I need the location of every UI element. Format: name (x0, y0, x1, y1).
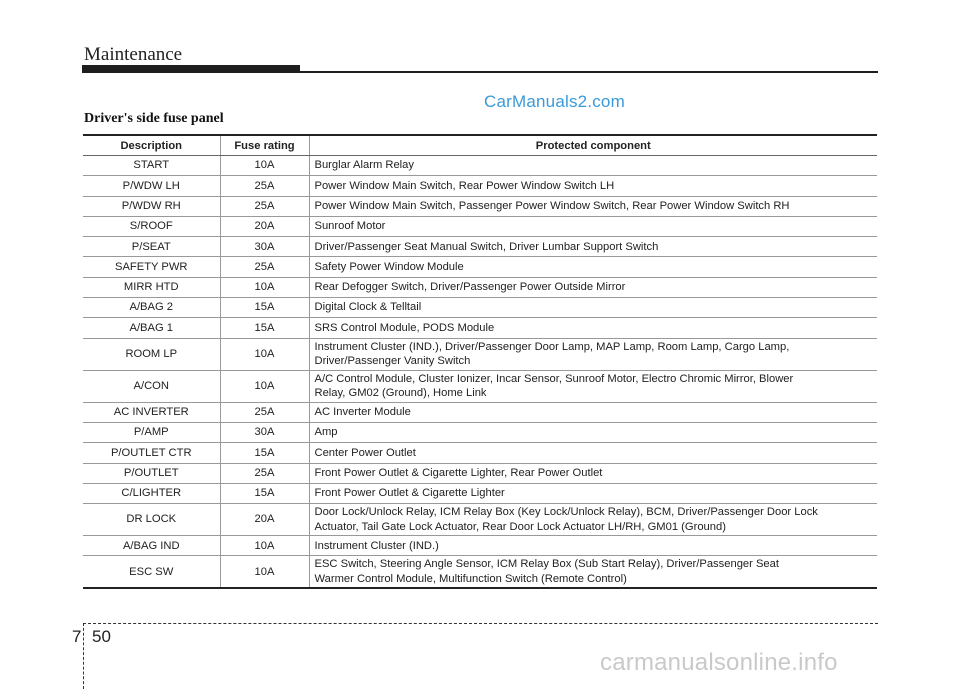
protected-component: Center Power Outlet (309, 443, 877, 463)
protected-component-line: Driver/Passenger Vanity Switch (314, 355, 471, 368)
fuse-description: AC INVERTER (83, 402, 220, 422)
protected-component: AC Inverter Module (309, 402, 877, 422)
protected-component: Sunroof Motor (309, 216, 877, 236)
fuse-description: P/OUTLET (83, 463, 220, 483)
table-row (83, 556, 877, 589)
fuse-rating: 30A (220, 237, 309, 257)
fuse-rating: 20A (220, 504, 309, 536)
fuse-description: START (83, 156, 220, 176)
table-header-row (83, 135, 877, 156)
page-number-value: 50 (92, 627, 111, 646)
fuse-description: P/AMP (83, 422, 220, 442)
header-thick-bar (82, 65, 300, 73)
protected-component (309, 338, 877, 370)
fuse-rating: 25A (220, 257, 309, 277)
table-row (83, 257, 877, 277)
fuse-rating: 15A (220, 298, 309, 318)
protected-component-line: Actuator, Tail Gate Lock Actuator, Rear Door Lock Actuator LH/RH, GM01 (Ground) (314, 520, 726, 533)
watermark-top: CarManuals2.com (484, 92, 625, 111)
table-row (83, 504, 877, 536)
protected-component-line: A/C Control Module, Cluster Ionizer, Incar Sensor, Sunroof Motor, Electro Chromic Mirror, Blower (314, 372, 794, 385)
column-header-description: Description (83, 135, 220, 156)
protected-component (309, 504, 877, 536)
table-row (83, 318, 877, 338)
fuse-rating: 10A (220, 536, 309, 556)
table-row (83, 370, 877, 402)
fuse-rating: 15A (220, 318, 309, 338)
table-row (83, 402, 877, 422)
fuse-description: P/WDW LH (83, 176, 220, 196)
fuse-rating: 25A (220, 176, 309, 196)
table-row (83, 196, 877, 216)
fuse-rating: 10A (220, 277, 309, 297)
table-row (83, 277, 877, 297)
protected-component-line: Relay, GM02 (Ground), Home Link (314, 387, 487, 400)
fuse-description: S/ROOF (83, 216, 220, 236)
protected-component-line: Instrument Cluster (IND.), Driver/Passenger Door Lamp, MAP Lamp, Room Lamp, Cargo Lamp, (314, 340, 790, 353)
protected-component: Driver/Passenger Seat Manual Switch, Driver Lumbar Support Switch (309, 237, 877, 257)
fuse-rating: 10A (220, 338, 309, 370)
fuse-rating: 20A (220, 216, 309, 236)
page-number (72, 627, 111, 647)
protected-component-line: ESC Switch, Steering Angle Sensor, ICM Relay Box (Sub Start Relay), Driver/Passenger Seat (314, 558, 779, 571)
protected-component (309, 556, 877, 589)
watermark-bottom: carmanualsonline.info (600, 649, 838, 676)
table-row (83, 237, 877, 257)
fuse-rating: 30A (220, 422, 309, 442)
fuse-rating: 10A (220, 556, 309, 589)
table-row (83, 216, 877, 236)
fuse-table-body (83, 156, 877, 589)
protected-component: Amp (309, 422, 877, 442)
table-row (83, 156, 877, 176)
table-row (83, 422, 877, 442)
column-header-fuse-rating: Fuse rating (220, 135, 309, 156)
page-header-title: Maintenance (84, 44, 183, 65)
table-row (83, 338, 877, 370)
table-row (83, 483, 877, 503)
protected-component: Rear Defogger Switch, Driver/Passenger Power Outside Mirror (309, 277, 877, 297)
protected-component: Digital Clock & Telltail (309, 298, 877, 318)
protected-component: Front Power Outlet & Cigarette Lighter (309, 483, 877, 503)
table-row (83, 176, 877, 196)
chapter-number: 7 (72, 627, 82, 646)
fuse-description: SAFETY PWR (83, 257, 220, 277)
fuse-description: A/BAG 1 (83, 318, 220, 338)
table-row (83, 298, 877, 318)
fuse-description: P/OUTLET CTR (83, 443, 220, 463)
fuse-description: DR LOCK (83, 504, 220, 536)
table-row (83, 463, 877, 483)
header-rule (300, 71, 878, 73)
table-row (83, 443, 877, 463)
fuse-description: A/BAG 2 (83, 298, 220, 318)
fuse-description: P/SEAT (83, 237, 220, 257)
protected-component (309, 370, 877, 402)
column-header-protected-component: Protected component (309, 135, 877, 156)
fuse-description: MIRR HTD (83, 277, 220, 297)
fuse-rating: 15A (220, 483, 309, 503)
section-title: Driver's side fuse panel (84, 111, 224, 126)
fuse-rating: 10A (220, 370, 309, 402)
fuse-rating: 25A (220, 196, 309, 216)
protected-component: Power Window Main Switch, Rear Power Window Switch LH (309, 176, 877, 196)
protected-component: Front Power Outlet & Cigarette Lighter, Rear Power Outlet (309, 463, 877, 483)
fuse-description: A/BAG IND (83, 536, 220, 556)
fuse-description: C/LIGHTER (83, 483, 220, 503)
fuse-description: ESC SW (83, 556, 220, 589)
footer-rule (83, 623, 878, 624)
protected-component-line: Warmer Control Module, Multifunction Switch (Remote Control) (314, 572, 627, 585)
fuse-rating: 15A (220, 443, 309, 463)
fuse-description: P/WDW RH (83, 196, 220, 216)
protected-component: Instrument Cluster (IND.) (309, 536, 877, 556)
fuse-rating: 10A (220, 156, 309, 176)
protected-component: SRS Control Module, PODS Module (309, 318, 877, 338)
table-row (83, 536, 877, 556)
protected-component: Power Window Main Switch, Passenger Power Window Switch, Rear Power Window Switch RH (309, 196, 877, 216)
fuse-table (83, 134, 877, 589)
fuse-description: ROOM LP (83, 338, 220, 370)
protected-component-line: Door Lock/Unlock Relay, ICM Relay Box (Key Lock/Unlock Relay), BCM, Driver/Passenger Door Lock (314, 506, 818, 519)
fuse-rating: 25A (220, 463, 309, 483)
fuse-description: A/CON (83, 370, 220, 402)
protected-component: Burglar Alarm Relay (309, 156, 877, 176)
protected-component: Safety Power Window Module (309, 257, 877, 277)
fuse-rating: 25A (220, 402, 309, 422)
